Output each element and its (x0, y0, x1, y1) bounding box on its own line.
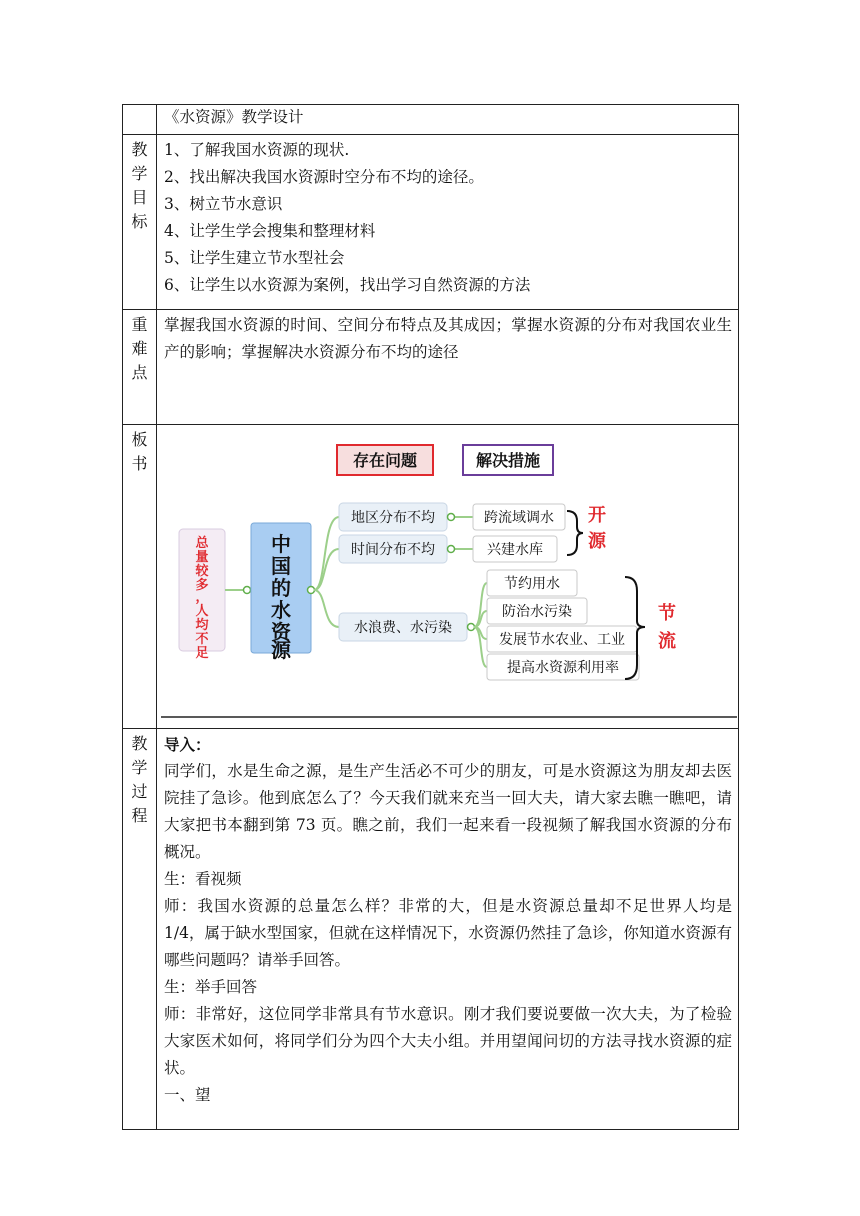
open-brace (567, 511, 583, 555)
goals-label: 教 学 目 标 (123, 135, 157, 310)
center-char: 资 (271, 620, 291, 644)
summary-char: 足 (195, 646, 209, 661)
center-topic-text (271, 532, 292, 662)
center-char: 的 (271, 576, 291, 600)
summary-char: 均 (195, 618, 209, 633)
summary-char: 总 (195, 536, 209, 551)
center-char: 源 (271, 638, 291, 662)
document-title: 《水资源》教学设计 (157, 105, 739, 135)
key-points-row (123, 310, 739, 425)
key-points-text: 掌握我国水资源的时间、空间分布特点及其成因；掌握水资源的分布对我国农业生产的影响；掌握解决水资源分布不均的途径 (157, 310, 739, 425)
solutions-header: 解决措施 (475, 451, 541, 470)
title-row (123, 105, 739, 135)
solution-save-water: 节约用水 (504, 576, 560, 592)
solution-efficiency: 提高水资源利用率 (507, 660, 619, 676)
summary-char: 量 (195, 550, 209, 565)
branch-line (314, 590, 339, 627)
summary-char: 多 (195, 578, 209, 593)
process-label: 教 学 过 程 (123, 729, 157, 1130)
key-points-label: 重 难 点 (123, 310, 157, 425)
process-text (157, 729, 739, 1130)
goal-item: 4、让学生学会搜集和整理材料 (164, 222, 376, 240)
process-paragraph: 师：非常好，这位同学非常具有节水意识。刚才我们要说要做一次大夫，为了检验大家医术如何，将同学们分为四个大夫小组。并用望闻问切的方法寻找水资源的症状。 (164, 1005, 732, 1077)
open-label-char: 源 (588, 531, 606, 552)
summary-char: 不 (195, 632, 209, 647)
title-label-cell (123, 105, 157, 135)
goal-item: 2、找出解决我国水资源时空分布不均的途径。 (164, 168, 484, 186)
process-paragraph: 同学们，水是生命之源，是生产生活必不可少的朋友，可是水资源这为朋友却去医院挂了急诊。他到底怎么了？今天我们就来充当一回大夫，请大家去瞧一瞧吧，请大家把书本翻到第 73 页。瞧之前，我们一起来看一段视频了解我国水资源的分布概况。 (164, 762, 732, 861)
connector-node (448, 514, 455, 521)
summary-char: 较 (195, 564, 209, 579)
solution-reservoir: 兴建水库 (487, 542, 543, 558)
mind-map-diagram (157, 425, 737, 723)
solution-agriculture: 发展节水农业、工业 (499, 632, 625, 648)
problem-waste: 水浪费、水污染 (354, 620, 452, 636)
save-label-char: 流 (658, 631, 676, 652)
connector-node (448, 546, 455, 553)
solution-transfer: 跨流域调水 (484, 510, 554, 526)
process-row (123, 729, 739, 1130)
branch-line (314, 517, 339, 590)
summary-char: 人 (195, 604, 209, 619)
board-cell (157, 425, 739, 729)
solution-pollution: 防治水污染 (502, 604, 572, 620)
connector-node (244, 587, 251, 594)
process-paragraph: 一、望 (164, 1086, 211, 1104)
lesson-plan-table (122, 104, 739, 1130)
process-paragraph: 生：看视频 (164, 870, 242, 888)
goal-item: 3、树立节水意识 (164, 195, 283, 213)
total-summary-text (194, 535, 209, 661)
board-row (123, 425, 739, 729)
process-paragraph: 生：举手回答 (164, 978, 258, 996)
connector-node (308, 587, 315, 594)
open-label-char: 开 (588, 505, 606, 526)
connector-node (468, 624, 475, 631)
center-char: 水 (271, 598, 291, 622)
goals-list (157, 135, 739, 310)
goal-item: 6、让学生以水资源为案例，找出学习自然资源的方法 (164, 276, 531, 294)
branch-line (314, 549, 339, 590)
goals-row (123, 135, 739, 310)
goal-item: 5、让学生建立节水型社会 (164, 249, 345, 267)
mind-map (157, 425, 737, 721)
goal-item: 1、了解我国水资源的现状. (164, 141, 350, 159)
summary-char: ， (195, 590, 209, 605)
process-heading: 导入： (164, 735, 211, 754)
save-label-char: 节 (658, 603, 676, 624)
problem-region: 地区分布不均 (351, 510, 435, 526)
center-char: 国 (271, 554, 291, 578)
problem-time: 时间分布不均 (351, 542, 435, 558)
board-label: 板 书 (123, 425, 157, 729)
center-char: 中 (271, 532, 291, 556)
problems-header: 存在问题 (352, 451, 418, 470)
process-paragraph: 师：我国水资源的总量怎么样？非常的大，但是水资源总量却不足世界人均是 1/4，属于缺水型国家，但就在这样情况下，水资源仍然挂了急诊，你知道水资源有哪些问题吗？请举手回答。 (164, 897, 732, 969)
